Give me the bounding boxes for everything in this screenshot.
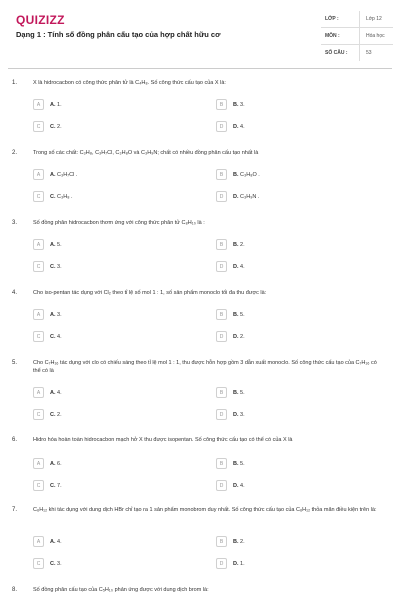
question-number: 3. — [12, 220, 18, 226]
option-a[interactable] — [33, 98, 62, 111]
option-letter-box[interactable]: B — [216, 169, 227, 180]
option-key: D. — [233, 123, 239, 130]
option-letter-box[interactable]: D — [216, 409, 227, 420]
option-value: 4. — [57, 389, 62, 396]
option-c[interactable] — [33, 479, 62, 492]
option-value: 2. — [57, 411, 62, 418]
option-c[interactable] — [33, 330, 62, 343]
option-letter-box[interactable]: B — [216, 536, 227, 547]
question-number: 1. — [12, 80, 18, 86]
option-value: 2. — [240, 333, 245, 340]
option-key: C. — [50, 263, 56, 270]
option-value: C₃H₉N . — [240, 193, 260, 200]
option-key: D. — [233, 333, 239, 340]
option-letter-box[interactable]: A — [33, 309, 44, 320]
option-key: A. — [50, 389, 56, 396]
option-b[interactable] — [216, 386, 245, 399]
option-value: 6. — [57, 460, 62, 467]
option-letter-box[interactable]: B — [216, 239, 227, 250]
option-key: D. — [233, 193, 239, 200]
option-key: A. — [50, 311, 56, 318]
option-value: C₃H₈O . — [240, 171, 260, 178]
option-c[interactable] — [33, 557, 62, 570]
option-a[interactable] — [33, 535, 62, 548]
option-key: A. — [50, 460, 56, 467]
option-letter-box[interactable]: A — [33, 169, 44, 180]
option-b[interactable] — [216, 457, 245, 470]
option-d[interactable] — [216, 120, 245, 133]
option-letter-box[interactable]: D — [216, 558, 227, 569]
question-text: C₆H₁₂ khi tác dụng với dung dịch HBr chỉ tạo ra 1 sản phẩm monobrom duy nhất. Số công thức cấu tạo của C₆H₁₂ thỏa mãn điều kiện trên là: — [33, 507, 377, 513]
option-key: B. — [233, 241, 239, 248]
option-key: C. — [50, 193, 56, 200]
option-value: 7. — [57, 482, 62, 489]
question-text: Trong số các chất: C₃H₈, C₃H₇Cl, C₃H₈O và C₃H₉N; chất có nhiều đồng phân cấu tạo nhất là — [33, 150, 259, 156]
option-key: B. — [233, 538, 239, 545]
option-key: B. — [233, 101, 239, 108]
option-letter-box[interactable]: B — [216, 309, 227, 320]
option-key: B. — [233, 389, 239, 396]
option-key: A. — [50, 538, 56, 545]
option-value: 4. — [57, 333, 62, 340]
worksheet-header — [0, 0, 400, 70]
option-key: D. — [233, 263, 239, 270]
option-value: C₃H₈ . — [57, 193, 73, 200]
option-b[interactable] — [216, 308, 245, 321]
option-value: 4. — [240, 482, 245, 489]
option-value: 4. — [240, 263, 245, 270]
option-key: C. — [50, 411, 56, 418]
option-letter-box[interactable]: D — [216, 191, 227, 202]
option-value: 3. — [57, 263, 62, 270]
option-value: 2. — [240, 241, 245, 248]
option-value: 1. — [240, 560, 245, 567]
option-key: A. — [50, 171, 56, 178]
info-row-class — [321, 11, 393, 28]
option-d[interactable] — [216, 408, 245, 421]
option-letter-box[interactable]: D — [216, 480, 227, 491]
option-value: 4. — [57, 538, 62, 545]
info-label: LỚP : — [325, 16, 339, 22]
option-letter-box[interactable]: D — [216, 331, 227, 342]
question-text: Cho iso-pentan tác dụng với Cl₂ theo tỉ lệ số mol 1 : 1, số sản phẩm monoclo tối đa thu được là: — [33, 290, 267, 296]
option-key: A. — [50, 101, 56, 108]
question-text: Hidro hóa hoàn toàn hidrocacbon mạch hở X thu được isopentan. Số công thức cấu tạo có thể có của X là — [33, 437, 293, 443]
info-box — [321, 11, 393, 61]
option-key: B. — [233, 460, 239, 467]
option-d[interactable] — [216, 260, 245, 273]
option-a[interactable] — [33, 457, 62, 470]
option-letter-box[interactable]: A — [33, 99, 44, 110]
info-label: MÔN : — [325, 33, 340, 39]
option-letter-box[interactable]: C — [33, 121, 44, 132]
option-b[interactable] — [216, 168, 260, 181]
option-c[interactable] — [33, 260, 62, 273]
option-value: 3. — [240, 101, 245, 108]
worksheet-title: Dạng 1 : Tính số đồng phân cấu tạo của hợp chất hữu cơ — [16, 30, 221, 39]
question-number: 6. — [12, 437, 18, 443]
option-letter-box[interactable]: A — [33, 387, 44, 398]
option-b[interactable] — [216, 98, 245, 111]
option-value: 2. — [240, 538, 245, 545]
option-value: 5. — [240, 311, 245, 318]
option-letter-box[interactable]: C — [33, 409, 44, 420]
option-value: 5. — [240, 460, 245, 467]
question-number: 4. — [12, 290, 18, 296]
option-c[interactable] — [33, 120, 62, 133]
option-key: A. — [50, 241, 56, 248]
option-value: 4. — [240, 123, 245, 130]
option-b[interactable] — [216, 238, 245, 251]
option-d[interactable] — [216, 557, 245, 570]
option-value: 5. — [240, 389, 245, 396]
option-c[interactable] — [33, 408, 62, 421]
option-letter-box[interactable]: A — [33, 458, 44, 469]
option-letter-box[interactable]: A — [33, 239, 44, 250]
option-letter-box[interactable]: B — [216, 99, 227, 110]
option-letter-box[interactable]: D — [216, 261, 227, 272]
option-letter-box[interactable]: A — [33, 536, 44, 547]
option-key: C. — [50, 482, 56, 489]
quizizz-logo: QUIZIZZ — [16, 13, 65, 27]
question-number: 5. — [12, 360, 18, 366]
option-letter-box[interactable]: D — [216, 121, 227, 132]
option-d[interactable] — [216, 479, 245, 492]
question-text: X là hidrocacbon có công thức phân tử là C₄H₈. Số công thức cấu tạo của X là: — [33, 80, 226, 86]
option-letter-box[interactable]: B — [216, 458, 227, 469]
option-letter-box[interactable]: C — [33, 261, 44, 272]
option-letter-box[interactable]: C — [33, 558, 44, 569]
option-value: 3. — [57, 311, 62, 318]
option-letter-box[interactable]: C — [33, 191, 44, 202]
option-d[interactable] — [216, 190, 259, 203]
info-row-count — [321, 45, 393, 61]
option-a[interactable] — [33, 238, 62, 251]
option-value: C₃H₇Cl . — [57, 171, 78, 178]
info-row-subject — [321, 28, 393, 45]
option-value: 5. — [57, 241, 62, 248]
option-value: 3. — [240, 411, 245, 418]
question-text: Số đồng phân cấu tạo của C₅H₁₀ phản ứng được với dung dịch brom là: — [33, 587, 209, 593]
option-c[interactable] — [33, 190, 73, 203]
option-key: C. — [50, 333, 56, 340]
option-d[interactable] — [216, 330, 245, 343]
option-value: 1. — [57, 101, 62, 108]
option-value: 3. — [57, 560, 62, 567]
option-b[interactable] — [216, 535, 245, 548]
option-letter-box[interactable]: C — [33, 331, 44, 342]
option-letter-box[interactable]: B — [216, 387, 227, 398]
question-text: Cho C₇H₁₆ tác dụng với clo có chiếu sáng theo tỉ lệ mol 1 : 1, thu được hỗn hợp gồm 3 dẫn xuất monoclo. Số công thức cấu tạo của C₇H₁₆ có thể có là — [33, 360, 377, 374]
option-key: B. — [233, 311, 239, 318]
option-key: D. — [233, 482, 239, 489]
info-value: 53 — [359, 45, 393, 61]
option-key: C. — [50, 123, 56, 130]
question-number: 7. — [12, 507, 18, 513]
option-a[interactable] — [33, 168, 77, 181]
option-letter-box[interactable]: C — [33, 480, 44, 491]
info-value: Lớp 12 — [359, 11, 393, 27]
question-number: 8. — [12, 587, 18, 593]
header-divider — [8, 68, 392, 69]
option-key: D. — [233, 411, 239, 418]
option-key: D. — [233, 560, 239, 567]
info-label: SỐ CÂU : — [325, 50, 348, 56]
option-key: B. — [233, 171, 239, 178]
option-a[interactable] — [33, 386, 62, 399]
option-key: C. — [50, 560, 56, 567]
info-value: Hóa học — [359, 28, 393, 44]
question-number: 2. — [12, 150, 18, 156]
option-a[interactable] — [33, 308, 62, 321]
option-value: 2. — [57, 123, 62, 130]
question-text: Số đồng phân hidrocacbon thơm ứng với công thức phân tử C₈H₁₀ là : — [33, 220, 205, 226]
